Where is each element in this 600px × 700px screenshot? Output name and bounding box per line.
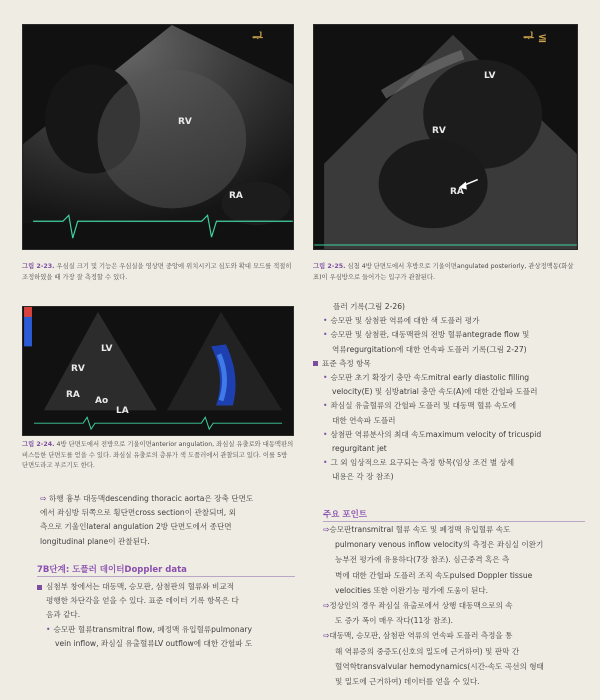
label-ra: RA: [450, 187, 464, 197]
right-column-list: 플러 기록(그림 2-26) • 승모판 및 삼첨판 역류에 대한 색 도플러 평가 • 승모판 및 삼첨판, 대동맥판의 전방 혈류antegrade flow 및 역류regurgitation에 대한 연속파 도플러 기록(그림 2-27) 표준 측정 항목 • 승모판 초기 확장기 충만 속도mitral early diastolic filling velocity(E) 및 심방atrial 충만 속도(A)에 대한 간헐파 도플러 • 좌심실 유출혈류의 간헐파 도플러 및 대동맥 혈류 속도에 대한 연속파 도플러 • 삼첨판 역류분사의 최대 속도maximum velocity of tricuspid regurgitant jet • 그 외 임상적으로 요구되는 측정 항목(임상 조건 별 상세 내용은 각 장 참조): [323, 300, 585, 485]
label-rv: RV: [432, 126, 446, 136]
bullet-square-icon: [313, 361, 318, 366]
bullet-dot-icon: •: [323, 316, 328, 326]
label-la: LA: [116, 406, 129, 416]
caption-fig23: 그림 2-23. 우심실 크기 및 기능은 우심실을 영상면 중앙에 위치시키고 심도와 확대 모드를 적절히 조정하였을 때 가장 잘 측정할 수 있다.: [22, 263, 292, 281]
ultrasound-sector-fig25: [314, 25, 577, 249]
orientation-mark: ᆗ ≦: [523, 31, 547, 44]
arrow-icon: ⇨: [323, 631, 330, 641]
caption-fig25: 그림 2-25. 심첨 4방 단면도에서 후방으로 기울이면angulated posteriorly, 관상정맥동(화살표)이 우심방으로 들어가는 입구가 관찰된다.: [313, 263, 574, 281]
arrow-icon: ⇨: [40, 494, 50, 503]
bullet-dot-icon: •: [323, 373, 328, 383]
descending-aorta-note: ⇨ 하행 흉부 대동맥descending thoracic aorta은 장축 단면도 에서 좌심방 뒤쪽으로 횡단면cross section이 관찰되며, 외 측으로 기울인lateral angulation 2방 단면도에서 종단면 longitudinal plane이 관찰된다.: [40, 494, 254, 546]
caption-fig24: 그림 2-24. 4방 단면도에서 전방으로 기울이면anterior angulation, 좌심실 유출로와 대동맥판의 비스듬한 단면도를 얻을 수 있다. 좌심실 유출로의 층류가 색 도플러에서 관찰되고 있다. 이를 5방 단면도라고 부르기도 한다.: [22, 441, 294, 469]
key-points-list: ⇨승모판transmitral 혈류 속도 및 폐정맥 유입혈류 속도 pulmonary venous inflow velocity의 측정은 좌심실 이완기 능부전 평가에 유용하다(7장 참조). 심근중격 혹은 측 벽에 대한 간헐파 도플러 조직 속도pulsed Doppler tissue velocities 또한 이완기능 평가에 도움이 된다. ⇨정상인의 경우 좌심실 유출로에서 상행 대동맥으로의 속 도 증가 폭이 매우 작다(11장 참조). ⇨대동맥, 승모판, 삼첨판 역류의 연속파 도플러 측정을 통 해 역류증의 중증도(신호의 밀도에 근거하여) 및 판막 간 혈역학transvalvular hemodynamics(시간-속도 곡선의 형태 및 밀도에 근거하여) 데이터를 얻을 수 있다.: [323, 525, 544, 687]
label-rv: RV: [71, 364, 85, 374]
bullet-dot-icon: •: [323, 429, 328, 439]
label-rv: RV: [178, 117, 192, 127]
echo-image-fig25: [313, 24, 578, 250]
echo-image-fig24: [22, 306, 294, 436]
echo-image-fig23: [22, 24, 294, 250]
ultrasound-sector-fig23: [23, 25, 293, 249]
bullet-dot-icon: •: [323, 401, 328, 411]
label-lv: LV: [484, 71, 496, 81]
arrow-icon: ⇨: [323, 601, 330, 611]
bullet-dot-icon: •: [323, 458, 328, 468]
label-ra: RA: [229, 191, 243, 201]
label-ra: RA: [66, 390, 80, 400]
label-lv: LV: [101, 344, 113, 354]
section-title-doppler: 7B단계: 도플러 데이터Doppler data: [37, 565, 187, 575]
section-divider: [37, 576, 295, 577]
label-ao: Ao: [95, 396, 109, 406]
bullet-dot-icon: •: [46, 624, 51, 634]
arrow-icon: ⇨: [323, 525, 330, 534]
ultrasound-doppler-fig24: [23, 307, 293, 435]
doppler-bullet: 심첨부 창에서는 대동맥, 승모판, 삼첨판의 혈류와 비교적 평행한 차단각을 얻을 수 있다. 표준 데이터 기록 항목은 다 음과 같다. • 승모판 혈류transmitral flow, 폐정맥 유입혈류pulmonary vein inflow, 좌심실 유출혈류LV outflow에 대한 간헐파 도: [37, 580, 299, 651]
bullet-square-icon: [37, 585, 42, 590]
bullet-dot-icon: •: [323, 330, 328, 340]
orientation-mark: ᆗ: [252, 31, 263, 44]
key-points-title: 주요 포인트: [323, 510, 368, 520]
